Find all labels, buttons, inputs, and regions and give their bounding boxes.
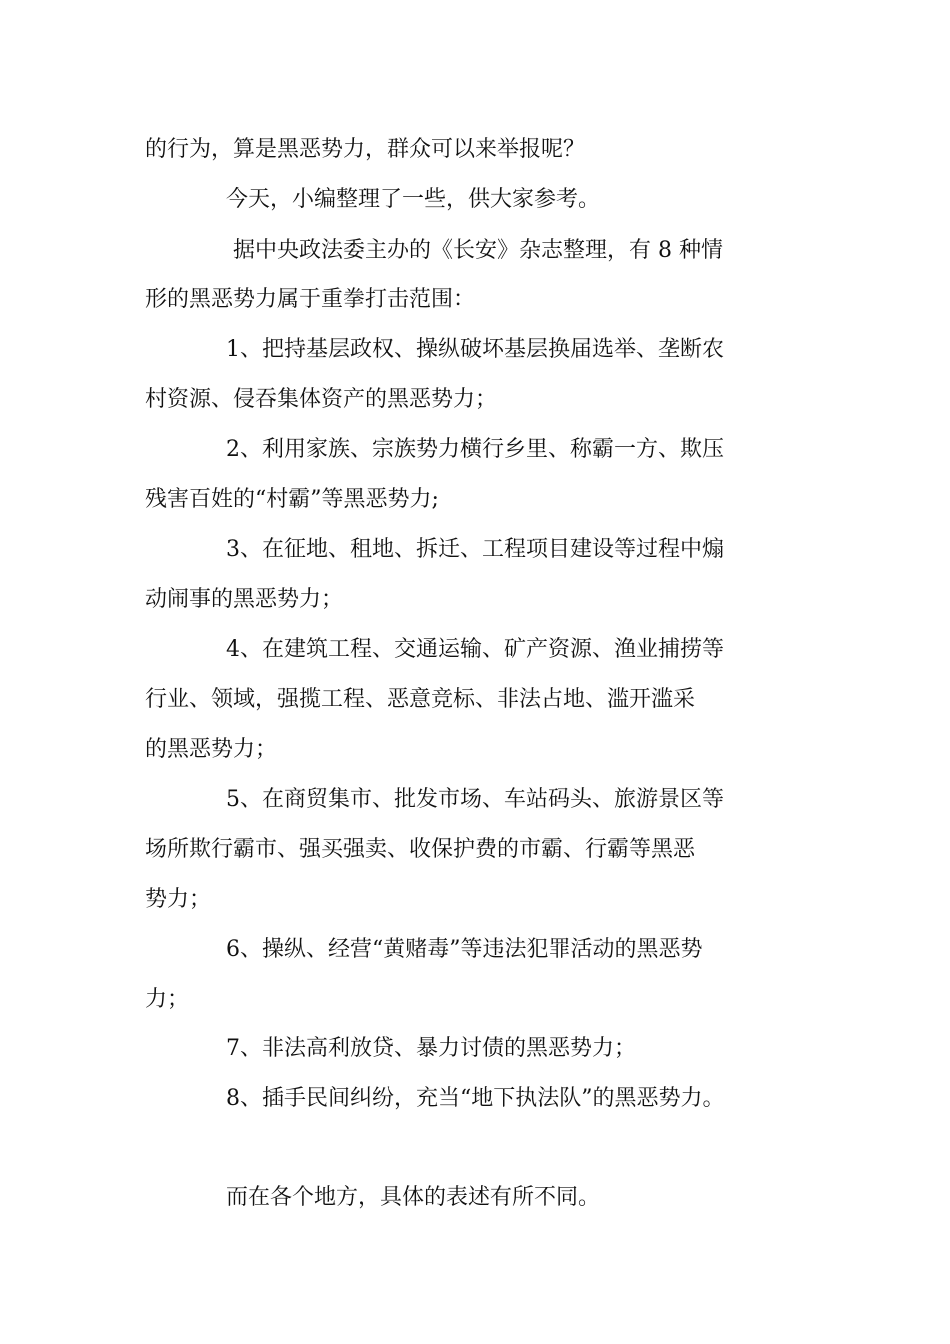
text-line: 势力；	[145, 887, 212, 912]
text-line: 6、操纵、经营“黄赌毒”等违法犯罪活动的黑恶势	[226, 937, 703, 962]
text-line: 4、在建筑工程、交通运输、矿产资源、渔业捕捞等	[226, 637, 724, 662]
text-line: 3、在征地、租地、拆迁、工程项目建设等过程中煽	[226, 537, 724, 562]
text-line: 7、非法高利放贷、暴力讨债的黑恶势力；	[226, 1036, 636, 1061]
text-line: 场所欺行霸市、强买强卖、收保护费的市霸、行霸等黑恶	[145, 837, 696, 862]
text-line: 8、插手民间纠纷，充当“地下执法队”的黑恶势力。	[226, 1086, 725, 1111]
text-line: 的黑恶势力；	[145, 737, 278, 762]
text-line: 的行为，算是黑恶势力，群众可以来举报呢？	[145, 137, 586, 162]
text-line: 形的黑恶势力属于重拳打击范围：	[145, 287, 476, 312]
text-line: 动闹事的黑恶势力；	[145, 587, 344, 612]
text-line: 据中央政法委主办的《长安》杂志整理，有 8 种情	[233, 238, 723, 263]
text-line: 而在各个地方，具体的表述有所不同。	[226, 1185, 601, 1210]
text-line: 今天，小编整理了一些，供大家参考。	[226, 187, 601, 212]
text-line: 村资源、侵吞集体资产的黑恶势力；	[145, 387, 498, 412]
text-line: 力；	[145, 987, 190, 1012]
text-line: 残害百姓的“村霸”等黑恶势力;	[145, 487, 439, 512]
text-line: 1、把持基层政权、操纵破坏基层换届选举、垄断农	[226, 337, 724, 362]
text-line: 行业、领域，强揽工程、恶意竞标、非法占地、滥开滥采	[145, 687, 696, 712]
text-line: 5、在商贸集市、批发市场、车站码头、旅游景区等	[226, 787, 724, 812]
text-line: 2、利用家族、宗族势力横行乡里、称霸一方、欺压	[226, 437, 724, 462]
